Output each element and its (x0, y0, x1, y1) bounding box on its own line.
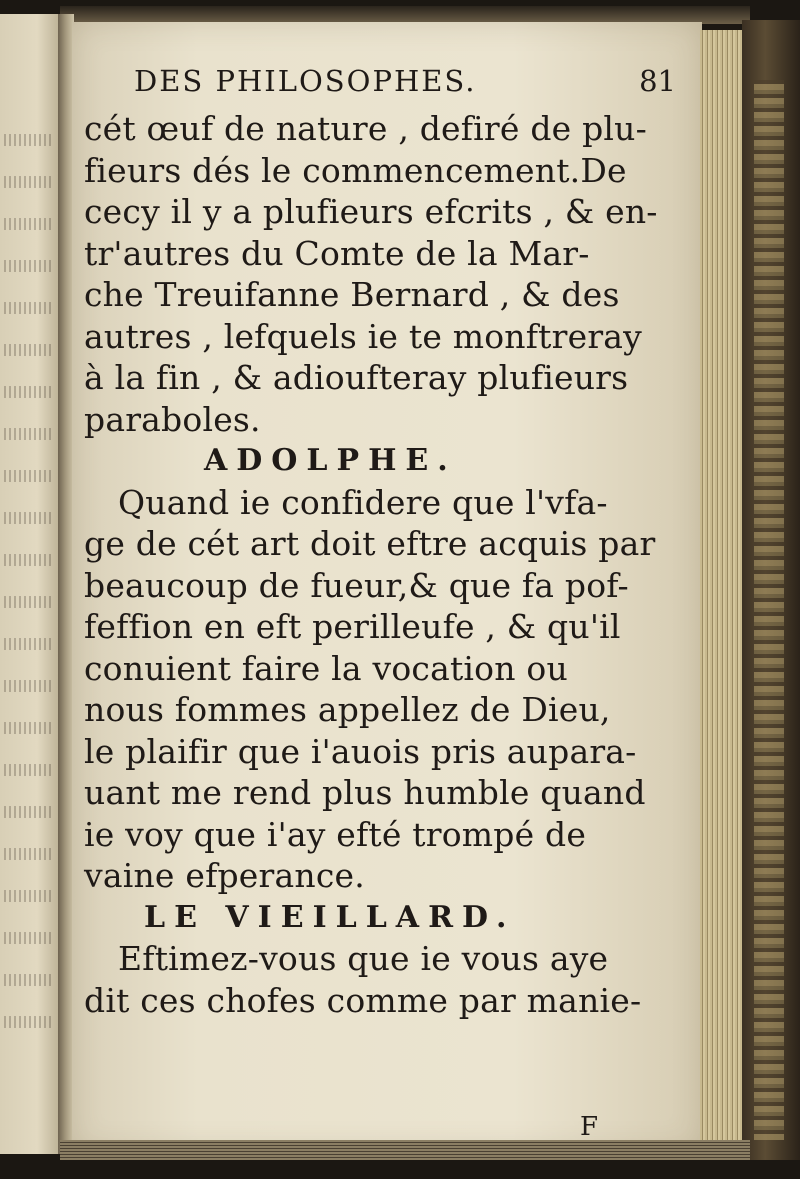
text-line: uant me rend plus humble quand (84, 773, 646, 812)
text-line: fieurs dés le commencement.De (84, 150, 627, 190)
text-line: cecy il y a plufieurs efcrits , & en- (84, 192, 658, 231)
speaker-heading: ADOLPHE. (204, 443, 457, 478)
text-line: feffion en eft perilleufe , & qu'il (84, 607, 621, 646)
text-line: Quand ie confidere que l'vfa- (118, 482, 608, 522)
page-text (84, 64, 680, 1021)
text-line: autres , lefquels ie te monftreray (84, 316, 643, 356)
book-bottom-edge (60, 1140, 750, 1160)
page-number: 81 (639, 64, 676, 98)
running-head (134, 64, 676, 108)
page-fore-edge (700, 30, 744, 1140)
text-line: dit ces chofes comme par manie- (84, 980, 642, 1020)
signature-mark: F (580, 1112, 599, 1142)
text-line: beaucoup de fueur,& que fa pof- (84, 565, 629, 605)
text-line: ge de cét art doit eftre acquis par (84, 524, 656, 563)
text-line: vaine efperance. (84, 856, 365, 895)
previous-page-edge (0, 14, 62, 1154)
text-line: conuient faire la vocation ou (84, 648, 568, 688)
text-line: à la fin , & adioufteray plufieurs (84, 358, 629, 397)
book-cover-edge (742, 20, 800, 1160)
text-line: che Treuifanne Bernard , & des (84, 275, 620, 314)
text-line: le plaifir que i'auois pris aupara- (84, 731, 637, 771)
text-line: nous fommes appellez de Dieu, (84, 690, 611, 729)
text-line: tr'autres du Comte de la Mar- (84, 233, 590, 273)
text-line: ie voy que i'ay efté trompé de (84, 814, 587, 854)
text-line: paraboles. (84, 399, 261, 439)
running-head-title: DES PHILOSOPHES. (134, 64, 477, 98)
speaker-heading: LE VIEILLARD. (144, 899, 516, 935)
text-line: cét œuf de nature , defiré de plu- (84, 109, 647, 148)
text-line: Eftimez-vous que ie vous aye (118, 939, 609, 978)
